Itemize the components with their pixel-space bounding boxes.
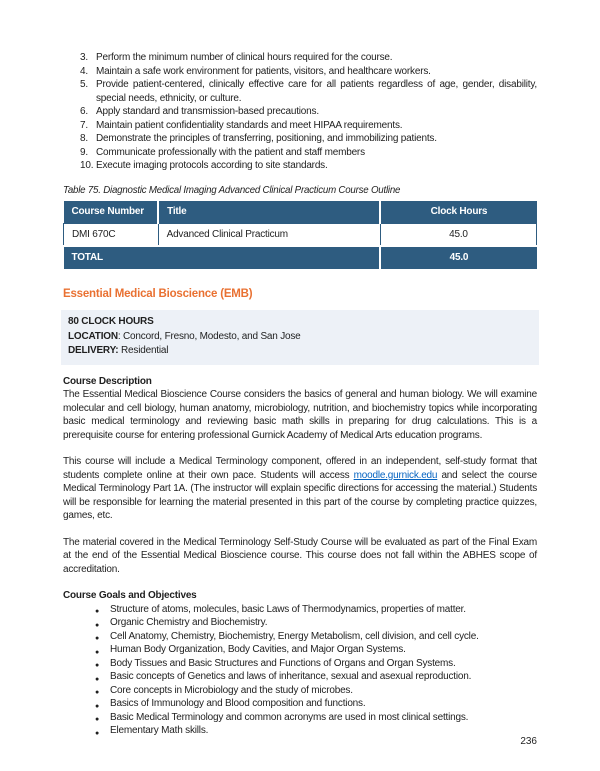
bullet-icon	[95, 697, 110, 711]
list-item	[63, 697, 537, 711]
location-line	[68, 330, 532, 345]
clock-hours-line	[68, 315, 532, 330]
goal-text: Structure of atoms, molecules, basic Laws of Thermodynamics, properties of matter.	[110, 603, 466, 615]
list-item	[63, 603, 537, 617]
total-value: 45.0	[380, 246, 536, 269]
location-label: LOCATION	[68, 330, 118, 342]
list-item	[63, 684, 537, 698]
bullet-icon	[95, 630, 110, 644]
bullet-icon	[95, 603, 110, 617]
goal-text: Body Tissues and Basic Structures and Functions of Organs and Organ Systems.	[110, 657, 456, 669]
table-total-row	[64, 246, 537, 269]
list-item	[63, 51, 537, 65]
list-item	[63, 132, 537, 146]
bullet-icon	[95, 684, 110, 698]
list-item-number: 5.	[80, 79, 88, 90]
goal-text: Basics of Immunology and Blood composition and functions.	[110, 698, 366, 709]
cell-course-number: DMI 670C	[64, 223, 159, 246]
list-item	[63, 670, 537, 684]
table-row	[64, 223, 537, 246]
list-item-number: 7.	[80, 119, 88, 131]
total-label: TOTAL	[64, 246, 381, 269]
list-item-text: Maintain a safe work environment for patients, visitors, and healthcare workers.	[96, 65, 431, 77]
list-item-number: 10.	[80, 160, 94, 171]
list-item	[63, 630, 537, 644]
course-goals-heading: Course Goals and Objectives	[63, 590, 197, 601]
paragraph-2-text-pre: This course will include a Medical Terminology component, offered in an independent, self-study format that students complete online at their own pace. Students will access	[63, 456, 537, 481]
paragraph-2-text-post: and select the course Medical Terminology Part 1A. (The instructor will explain specific directions for accessing the material.) Students will be responsible for learning the material presented in this part of the course by completing practice quizzes, games, etc.	[63, 469, 538, 521]
list-item	[63, 119, 537, 133]
list-item-text: Perform the minimum number of clinical hours required for the course.	[96, 52, 393, 63]
goal-text: Cell Anatomy, Chemistry, Biochemistry, Energy Metabolism, cell division, and cell cycle.	[110, 630, 479, 642]
location-value: : Concord, Fresno, Modesto, and San Jose	[117, 330, 301, 342]
table-header-row	[64, 201, 537, 223]
bullet-icon	[95, 643, 110, 657]
course-description-paragraph-3: The material covered in the Medical Terminology Self-Study Course will be evaluated as part of the Final Exam at the end of the Essential Medical Bioscience course. This course does not fall within the ABHES scope of accreditation.	[63, 536, 537, 575]
list-item	[63, 78, 537, 105]
list-item	[63, 105, 537, 119]
bullet-icon	[95, 724, 110, 738]
bullet-icon	[95, 711, 110, 725]
list-item-text: Demonstrate the principles of transferring, positioning, and immobilizing patients.	[96, 133, 437, 144]
delivery-label: DELIVERY:	[68, 345, 119, 356]
bullet-icon	[95, 657, 110, 671]
list-item	[63, 159, 537, 173]
page-number: 236	[520, 735, 537, 747]
list-item-number: 8.	[80, 133, 88, 144]
goal-text: Basic concepts of Genetics and laws of inheritance, sexual and asexual reproduction.	[110, 671, 472, 682]
list-item	[63, 643, 537, 657]
cell-title: Advanced Clinical Practicum	[158, 223, 380, 246]
bullet-icon	[95, 670, 110, 684]
list-item-text: Apply standard and transmission-based precautions.	[96, 106, 319, 117]
list-item	[63, 616, 537, 630]
goal-text: Core concepts in Microbiology and the study of microbes.	[110, 684, 353, 696]
bullet-icon	[95, 616, 110, 630]
goal-text: Organic Chemistry and Biochemistry.	[110, 617, 268, 628]
list-item	[63, 657, 537, 671]
list-item	[63, 146, 537, 160]
column-header-clock-hours: Clock Hours	[380, 201, 536, 223]
column-header-title: Title	[158, 201, 380, 223]
goal-text: Basic Medical Terminology and common acronyms are used in most clinical settings.	[110, 711, 469, 723]
table-caption: Table 75. Diagnostic Medical Imaging Advanced Clinical Practicum Course Outline	[63, 184, 401, 196]
numbered-list	[63, 51, 537, 173]
goal-text: Human Body Organization, Body Cavities, and Major Organ Systems.	[110, 644, 406, 655]
list-item-text: Maintain patient confidentiality standards and meet HIPAA requirements.	[96, 119, 403, 131]
list-item-text: Communicate professionally with the patient and staff members	[96, 146, 365, 158]
goals-bullet-list	[63, 603, 537, 738]
delivery-value: Residential	[118, 345, 169, 356]
goal-text: Elementary Math skills.	[110, 725, 209, 736]
list-item-text: Provide patient-centered, clinically effective care for all patients regardless of age, gender, disability, special needs, ethnicity, or culture.	[96, 79, 537, 104]
course-outline-table	[63, 201, 537, 269]
list-item-number: 3.	[80, 52, 88, 63]
delivery-line	[68, 344, 532, 359]
list-item-number: 9.	[80, 146, 88, 158]
moodle-link[interactable]: moodle.gurnick.edu	[353, 469, 438, 481]
column-header-course-number: Course Number	[64, 201, 159, 223]
course-description-paragraph-1: The Essential Medical Bioscience Course considers the basics of general and human biology. We will examine molecular and cell biology, human anatomy, microbiology, nutrition, and biochemistry topics while incorporating basic medical terminology and reviewing basic math skills in preparing for drug calculations. This is a prerequisite course for entering professional Gurnick Academy of Medical Arts education programs.	[63, 389, 537, 441]
list-item-text: Execute imaging protocols according to site standards.	[96, 160, 328, 171]
course-description-heading: Course Description	[63, 375, 152, 387]
list-item	[63, 724, 537, 738]
list-item-number: 6.	[80, 106, 88, 117]
section-title: Essential Medical Bioscience (EMB)	[63, 287, 253, 300]
clock-hours-value: 80 CLOCK HOURS	[68, 316, 154, 327]
list-item	[63, 711, 537, 725]
course-description-paragraph-2	[63, 455, 537, 523]
course-info-box	[61, 310, 539, 365]
list-item	[63, 65, 537, 79]
cell-clock-hours: 45.0	[380, 223, 536, 246]
list-item-number: 4.	[80, 65, 88, 77]
